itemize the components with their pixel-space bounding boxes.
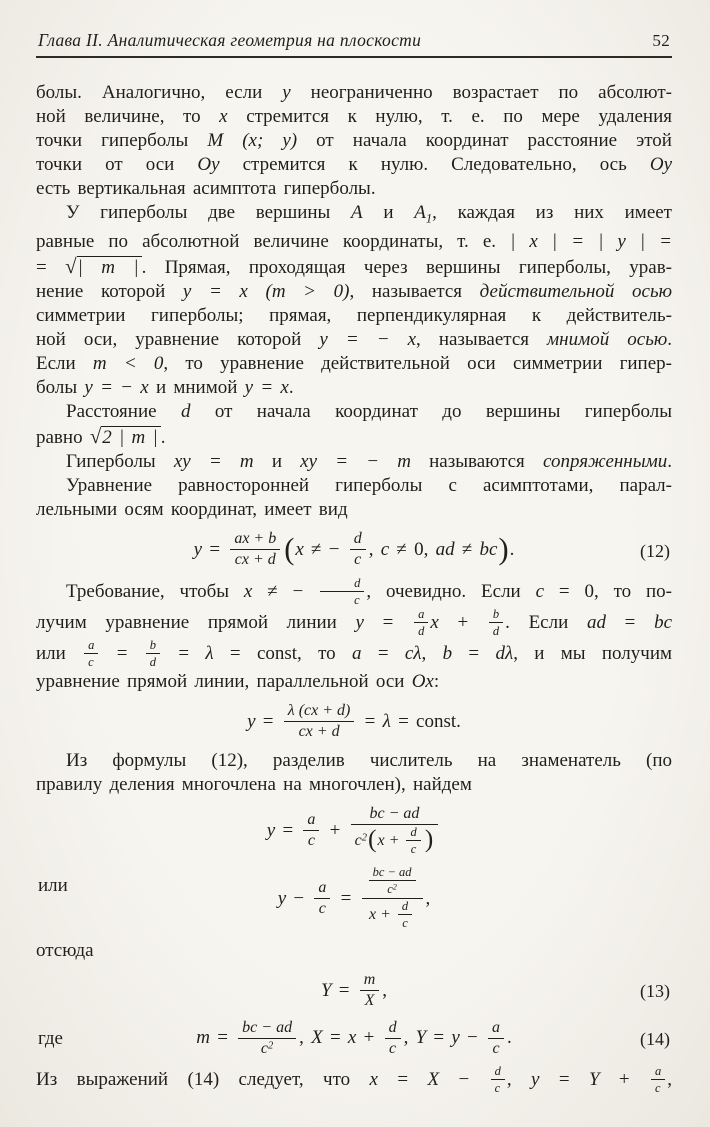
page-header bbox=[36, 30, 672, 58]
paragraph-line: болы. Аналогично, если y неограниченно возрастает по абсолют- bbox=[36, 82, 672, 103]
paragraph-line: Уравнение равносторонней гиперболы с асимптотами, парал- bbox=[66, 475, 672, 497]
page-number: 52 bbox=[652, 31, 670, 50]
paragraph-line: лучим уравнение прямой линии y = $\frac{a}{d}$ x + $\frac{b}{d}$ . Если ad = bc bbox=[36, 607, 672, 639]
paragraph-line: У гиперболы две вершины A и $A_1$, каждая из них имеет bbox=[66, 202, 672, 226]
equation-number: (14) bbox=[640, 1029, 670, 1050]
display-formula-or bbox=[36, 864, 672, 932]
chapter-title: Глава II. Аналитическая геометрия на плоскости bbox=[38, 30, 422, 50]
paragraph-line: Гиперболы xy = m и xy = − m называются сопряженными. bbox=[66, 451, 672, 473]
formula-body: Y = $\frac{m}{X}$ , bbox=[320, 970, 388, 1009]
paragraph-line: болы y = − x и мнимой y = x. bbox=[36, 377, 294, 399]
formula-body: y − $\frac{a}{c}$ = $\frac{bc - ad}{c^2}$ x + $\frac{d}{c}$ , bbox=[277, 864, 431, 930]
paragraph-line: лельными осям координат, имеет вид bbox=[36, 499, 348, 521]
paragraph-line: точки гиперболы M (x; y) от начала координат расстояние этой bbox=[36, 130, 672, 151]
paragraph-line: Из выражений (14) следует, что x = X − $\frac{d}{c}$ , y = Y + $\frac{a}{c}$ , bbox=[36, 1064, 673, 1096]
formula-body: y = $\frac{ax + b}{cx + d}$ (x ≠ − $\frac{d}{c}$ , c ≠ 0, ad ≠ bc). bbox=[193, 530, 515, 569]
formula-body: y = $\frac{a}{c}$ + bc − ad $c^2(x$ + $\frac{d}{c}$ ) bbox=[267, 820, 441, 841]
paragraph-line: точки от оси Oy стремится к нулю. Следовательно, ось Oy bbox=[36, 154, 672, 175]
paragraph-line: равно √2 | m | . bbox=[36, 424, 166, 449]
paragraph-line: Из формулы (12), разделив числитель на знаменатель (по bbox=[66, 749, 672, 771]
paragraph-line: нение которой y = x (m > 0), называется действительной осью bbox=[36, 281, 673, 303]
side-label: или bbox=[38, 875, 68, 897]
display-formula-division bbox=[36, 806, 672, 858]
formula-body: m = $\frac{bc - ad}{c^2}$ , X = x + $\frac{d}{c}$ , Y = y − $\frac{a}{c}$ . bbox=[196, 1018, 512, 1057]
side-label: где bbox=[38, 1028, 63, 1050]
display-formula-13 bbox=[36, 972, 672, 1011]
paragraph-line: правилу деления многочлена на многочлен), найдем bbox=[36, 773, 472, 795]
paragraph-line: равные по абсолютной величине координаты, т. е. | x | = | y | = bbox=[36, 231, 673, 253]
paragraph-line: Требование, чтобы x ≠ − $\frac{d}{c}$ , очевидно. Если c = 0, то по- bbox=[66, 576, 672, 608]
equation-number: (12) bbox=[640, 540, 670, 561]
paragraph-line: Расстояние d от начала координат до вершины гиперболы bbox=[66, 401, 672, 423]
paragraph-line: или $\frac{a}{c}$ = $\frac{b}{d}$ = λ = const, то a = cλ, b = dλ, и мы получим bbox=[36, 638, 673, 670]
paragraph-line: отсюда bbox=[36, 939, 94, 961]
display-formula-12 bbox=[36, 531, 672, 570]
display-formula-lambda bbox=[36, 703, 672, 742]
paragraph-line: есть вертикальная асимптота гиперболы. bbox=[36, 178, 376, 199]
paragraph-line: = √| m | . Прямая, проходящая через вершины гиперболы, урав- bbox=[36, 254, 672, 279]
paragraph-line: уравнение прямой линии, параллельной оси Ox: bbox=[36, 671, 440, 693]
display-formula-14 bbox=[36, 1020, 672, 1059]
paragraph-line: ной величине, то x стремится к нулю, т. е. по мере удаления bbox=[36, 106, 673, 127]
formula-body: y = $\frac{\lambda (cx + d)}{cx + d}$ = λ = const. bbox=[247, 702, 461, 741]
equation-number: (13) bbox=[640, 981, 670, 1002]
paragraph-line: симметрии гиперболы; прямая, перпендикулярная к действитель- bbox=[36, 305, 672, 327]
paragraph-line: Если m < 0, то уравнение действительной оси симметрии гипер- bbox=[36, 353, 672, 375]
paragraph-line: ной оси, уравнение которой y = − x, называется мнимой осью. bbox=[36, 329, 672, 351]
page-body bbox=[36, 81, 672, 1096]
